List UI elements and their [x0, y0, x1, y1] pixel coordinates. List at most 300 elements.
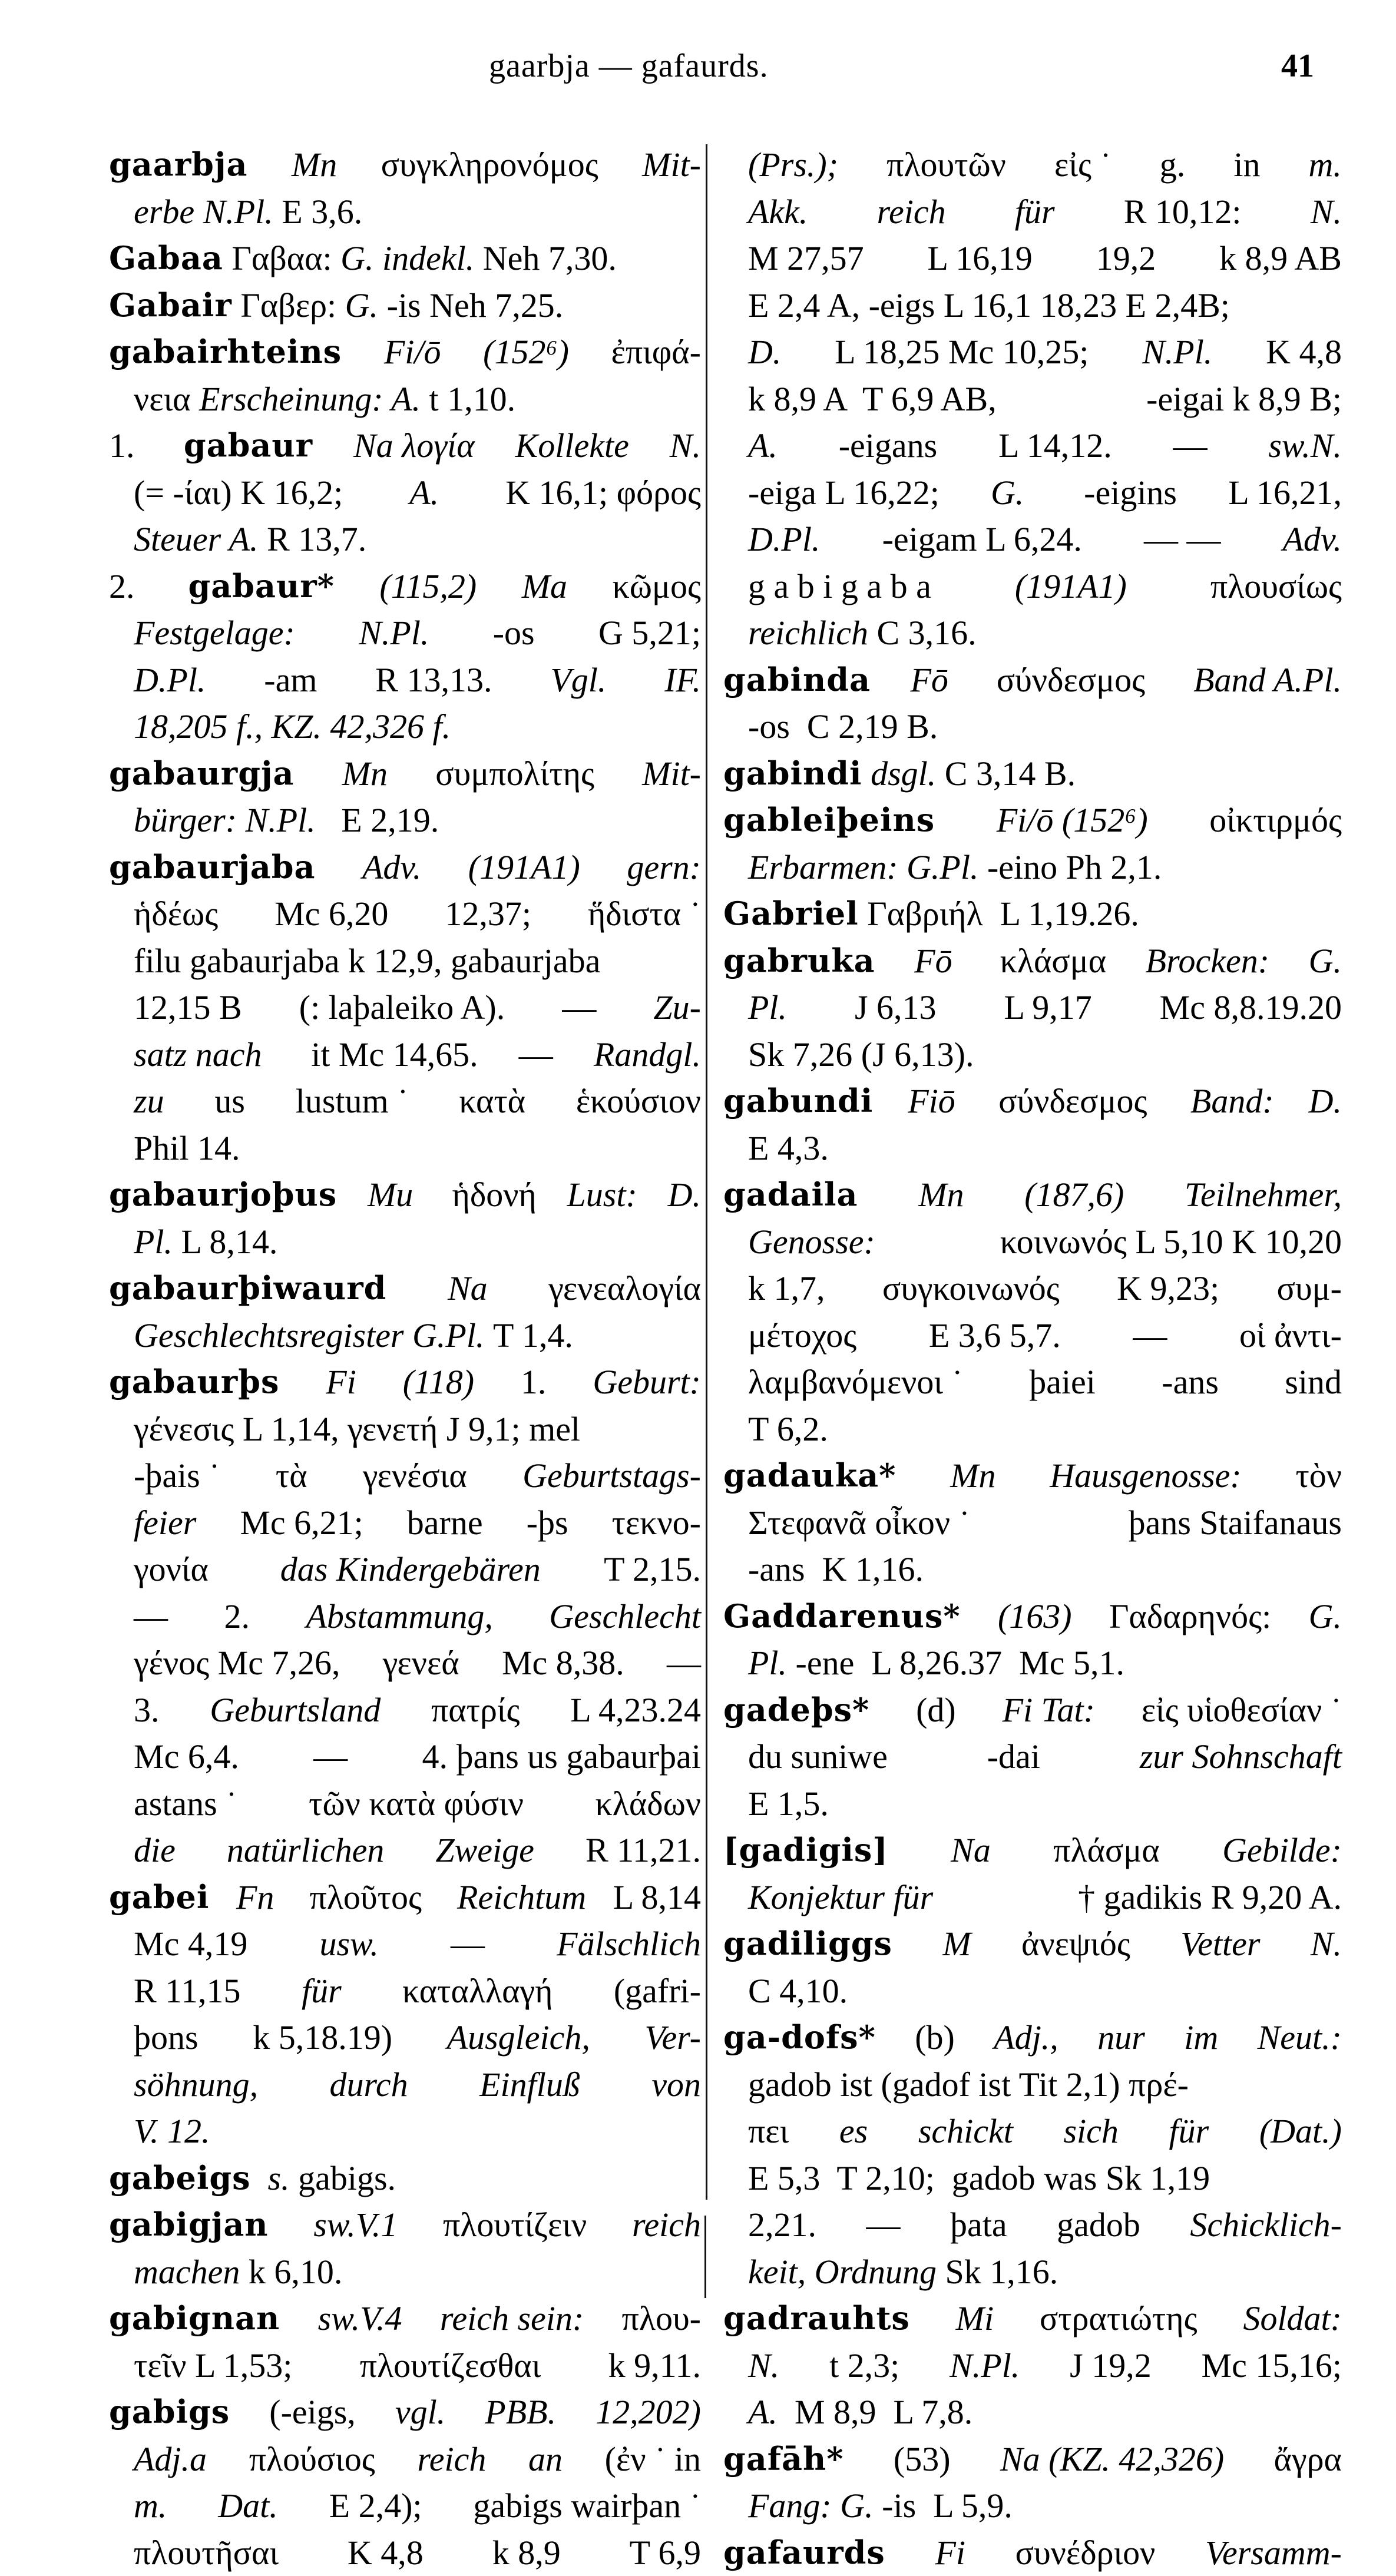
text-segment: -eigai k 8,9 B;: [1146, 376, 1342, 423]
text-line: [723, 2342, 1342, 2389]
headword: gabindi: [723, 750, 862, 797]
text-segment: gadob ist (gadof ist Tit 2,1) πρέ-: [748, 2061, 1189, 2108]
text-line: [109, 563, 701, 610]
headword: Gaddarenus*: [723, 1593, 961, 1640]
text-segment: ἄγρα: [1274, 2436, 1342, 2483]
text-segment: L 8,14: [613, 1874, 701, 1921]
headword: gabignan: [109, 2295, 280, 2342]
headword: gabaurjoþus: [109, 1171, 337, 1219]
text-segment: V. 12.: [134, 2108, 210, 2155]
text-segment: -þs: [527, 1499, 568, 1547]
text-segment: 18,205 f., KZ. 42,326 f.: [134, 703, 451, 750]
text-segment: sw.N.: [1268, 422, 1342, 469]
text-segment: (d): [916, 1687, 956, 1734]
column-divider: [706, 144, 707, 2200]
text-line: [723, 2108, 1342, 2155]
text-segment: reichlich: [748, 610, 877, 657]
headword: gadauka*: [723, 1452, 896, 1499]
text-line: [723, 422, 1342, 469]
text-segment: L 8,14.: [181, 1219, 278, 1266]
text-segment: εἰς υἱοθεσίαν ˙: [1142, 1687, 1342, 1734]
text-segment: du suniwe: [748, 1733, 888, 1780]
text-segment: (gafri-: [614, 1968, 701, 2015]
text-segment: 12,37;: [445, 890, 531, 938]
text-segment: Γαβερ:: [232, 282, 345, 329]
headword: gabigs: [109, 2389, 230, 2436]
text-line: [723, 563, 1342, 610]
text-line: [109, 797, 701, 844]
text-segment: für: [1169, 2108, 1209, 2155]
text-segment: κῶμος: [612, 563, 700, 610]
text-line: [723, 282, 1342, 329]
text-segment: Fi/ō: [384, 329, 441, 376]
headword: gabaur: [184, 422, 313, 469]
text-segment: Mn: [342, 750, 388, 797]
text-segment: C 3,14 B.: [945, 750, 1076, 797]
text-segment: Na: [448, 1265, 488, 1312]
text-segment: (: laþaleiko A).: [299, 984, 505, 1031]
text-line: [109, 1733, 701, 1780]
text-line: [109, 938, 701, 985]
text-segment: Sk 7,26 (J 6,13).: [748, 1031, 974, 1078]
text-segment: N.: [748, 2342, 779, 2389]
text-segment: λαμβανόμενοι ˙: [748, 1359, 963, 1406]
text-segment: Reichtum: [457, 1874, 586, 1921]
text-line: [109, 2436, 701, 2483]
text-segment: N.Pl.: [950, 2342, 1020, 2389]
text-segment: söhnung,: [134, 2061, 258, 2108]
text-line: [723, 1125, 1342, 1172]
text-line: [109, 750, 701, 797]
text-segment: t 1,10.: [429, 376, 515, 423]
text-segment: filu gabaurjaba k 12,9, gabaurjaba: [134, 938, 600, 985]
text-segment: (= -ίαι) K 16,2;: [134, 469, 352, 516]
text-segment: εἰς ˙: [1054, 141, 1111, 188]
text-segment: L 4,23.24: [570, 1687, 701, 1734]
text-segment: Konjektur für: [748, 1874, 942, 1921]
text-segment: Geschlecht: [549, 1593, 701, 1640]
text-segment: πλου-: [622, 2295, 701, 2342]
text-line: [109, 2061, 701, 2108]
text-line: [109, 1874, 701, 1921]
text-line: [109, 703, 701, 750]
text-segment: T 2,15.: [604, 1546, 701, 1593]
text-segment: Fō: [914, 938, 961, 985]
text-segment: satz nach: [134, 1031, 270, 1078]
headword: gabairhteins: [109, 329, 342, 376]
text-segment: T 6,9: [630, 2529, 701, 2576]
text-line: [109, 2482, 701, 2529]
text-segment: Einfluß: [479, 2061, 580, 2108]
text-segment: Mn: [918, 1171, 964, 1219]
text-segment: N.: [1311, 1921, 1342, 1968]
text-segment: für: [302, 1968, 342, 2015]
text-line: [109, 329, 701, 376]
text-segment: R 11,15: [134, 1968, 241, 2015]
text-segment: 2.: [224, 1593, 250, 1640]
text-line: [723, 1874, 1342, 1921]
text-segment: von: [651, 2061, 701, 2108]
text-line: [109, 1687, 701, 1734]
text-line: [723, 2482, 1342, 2529]
text-line: [109, 516, 701, 563]
text-line: [109, 890, 701, 938]
text-segment: L 9,17: [1004, 984, 1091, 1031]
text-segment: 2.: [109, 563, 143, 610]
text-segment: πλουτίζεσθαι: [360, 2342, 541, 2389]
text-segment: usw.: [319, 1921, 378, 1968]
text-line: [723, 2249, 1342, 2296]
text-segment: A.: [748, 422, 778, 469]
text-segment: k 8,9 A T 6,9 AB,: [748, 376, 997, 423]
text-segment: —: [866, 2201, 901, 2249]
headword: gabaurgja: [109, 750, 295, 797]
text-segment: —: [562, 984, 596, 1031]
text-segment: J 6,13: [855, 984, 937, 1031]
text-segment: Festgelage:: [134, 610, 295, 657]
text-segment: στρατιώτης: [1040, 2295, 1197, 2342]
text-segment: -dai: [987, 1733, 1040, 1780]
text-segment: þaiei: [1029, 1359, 1096, 1406]
text-segment: keit, Ordnung: [748, 2249, 945, 2296]
text-segment: vgl.: [395, 2389, 445, 2436]
headword: gabundi: [723, 1078, 873, 1125]
text-line: [723, 1733, 1342, 1780]
text-segment: σύνδεσμος: [998, 1078, 1156, 1125]
text-segment: þons: [134, 2014, 199, 2061]
text-segment: machen: [134, 2249, 249, 2296]
text-line: [723, 1312, 1342, 1359]
text-line: [723, 703, 1342, 750]
text-segment: —: [313, 1733, 348, 1780]
text-line: [109, 1219, 701, 1266]
text-line: [109, 610, 701, 657]
text-line: [723, 2436, 1342, 2483]
text-line: [723, 2295, 1342, 2342]
text-line: [723, 750, 1342, 797]
text-line: [723, 938, 1342, 985]
text-segment: Na (KZ. 42,326): [1000, 2436, 1224, 2483]
text-segment: -eigans: [839, 422, 938, 469]
text-segment: T 6,2.: [748, 1406, 828, 1453]
text-line: [109, 1921, 701, 1968]
text-segment: T 1,4.: [493, 1312, 573, 1359]
text-segment: (53): [894, 2436, 951, 2483]
text-segment: m.: [134, 2482, 167, 2529]
text-line: [723, 469, 1342, 516]
text-segment: L 18,25 Mc 10,25;: [835, 329, 1089, 376]
text-segment: M: [942, 1921, 971, 1968]
text-segment: 1.: [521, 1359, 547, 1406]
text-segment: —: [134, 1593, 168, 1640]
text-segment: Steuer A.: [134, 516, 267, 563]
text-segment: k 1,7,: [748, 1265, 825, 1312]
text-segment: τὰ: [276, 1452, 307, 1499]
text-line: [723, 2389, 1342, 2436]
text-segment: N.: [1311, 188, 1342, 236]
text-line: [723, 1219, 1342, 1266]
headword: gabaur*: [188, 563, 334, 610]
text-segment: -eino Ph 2,1.: [987, 844, 1162, 891]
text-segment: natürlichen: [227, 1827, 384, 1874]
text-segment: reich sein:: [440, 2295, 584, 2342]
text-line: [723, 1452, 1342, 1499]
headword: gabruka: [723, 938, 875, 985]
headword: gabei: [109, 1874, 209, 1921]
text-segment: 19,2: [1096, 235, 1156, 282]
text-line: [723, 797, 1342, 844]
text-segment: -eigam L 6,24.: [882, 516, 1082, 563]
text-line: [109, 141, 701, 188]
text-segment: G. indekl.: [340, 235, 483, 282]
text-segment: es: [839, 2108, 868, 2155]
text-segment: πλουσίως: [1210, 563, 1342, 610]
text-segment: Fi: [935, 2529, 965, 2576]
text-segment: K 9,23;: [1117, 1265, 1219, 1312]
headword: gadeþs*: [723, 1687, 869, 1734]
text-segment: Na λογία: [353, 422, 475, 469]
text-segment: —: [1173, 422, 1208, 469]
text-segment: g.: [1160, 141, 1186, 188]
text-segment: dsgl.: [862, 750, 945, 797]
text-segment: in: [1233, 141, 1260, 188]
right-column: [723, 141, 1342, 2576]
text-segment: R 11,21.: [585, 1827, 701, 1874]
text-segment: E 4,3.: [748, 1125, 829, 1172]
text-segment: Vetter: [1180, 1921, 1260, 1968]
text-segment: Neut.:: [1258, 2014, 1342, 2061]
text-line: [109, 2201, 701, 2249]
text-segment: G.: [991, 469, 1033, 516]
text-segment: -is Neh 7,25.: [387, 282, 564, 329]
text-segment: Erbarmen: G.Pl.: [748, 844, 987, 891]
text-segment: (191A1): [1015, 563, 1127, 610]
text-segment: Fi Tat:: [1003, 1687, 1095, 1734]
text-segment: 4. þans us gabaurþai: [422, 1733, 701, 1780]
text-segment: συγκοινωνός: [882, 1265, 1060, 1312]
text-segment: τὸν: [1295, 1452, 1342, 1499]
text-segment: an: [528, 2436, 563, 2483]
text-line: [109, 1546, 701, 1593]
text-line: [723, 890, 1342, 938]
text-segment: — —: [1144, 516, 1221, 563]
text-line: [109, 422, 701, 469]
text-segment: Adv.: [1283, 516, 1342, 563]
text-line: [723, 657, 1342, 704]
text-segment: (187,6): [1024, 1171, 1124, 1219]
text-segment: Geburtsland: [210, 1687, 381, 1734]
text-line: [109, 2295, 701, 2342]
text-segment: Fn: [236, 1874, 283, 1921]
text-segment: -am: [264, 657, 317, 704]
text-segment: N.: [670, 422, 701, 469]
text-segment: πλουτῆσαι: [134, 2529, 279, 2576]
text-segment: —: [667, 1640, 701, 1687]
text-line: [723, 1546, 1342, 1593]
running-head: gaarbja — gafaurds.: [489, 47, 769, 85]
text-line: [723, 844, 1342, 891]
text-segment: Erscheinung: A.: [199, 376, 429, 423]
text-line: [109, 1359, 701, 1406]
text-segment: Ma: [522, 563, 567, 610]
text-segment: G.: [345, 282, 387, 329]
text-segment: κοινωνός L 5,10 K 10,20: [1000, 1219, 1342, 1266]
text-line: [109, 2014, 701, 2061]
text-segment: καταλλαγή: [402, 1968, 553, 2015]
text-segment: D.: [1309, 1078, 1342, 1125]
text-line: [109, 1780, 701, 1827]
text-segment: ἡδονή: [452, 1171, 537, 1219]
text-segment: -eigins: [1084, 469, 1177, 516]
text-segment: Fang: G.: [748, 2482, 882, 2529]
text-segment: IF.: [664, 657, 701, 704]
text-segment: —: [451, 1921, 485, 1968]
text-segment: Lust:: [567, 1171, 637, 1219]
text-segment: -os C 2,19 B.: [748, 703, 938, 750]
text-segment: Versamm-: [1205, 2529, 1342, 2576]
text-segment: 2,21.: [748, 2201, 816, 2249]
text-segment: Mu: [368, 1171, 422, 1219]
text-segment: Mn: [292, 141, 337, 188]
text-segment: Pl.: [134, 1219, 181, 1266]
text-segment: (152⁶): [483, 329, 569, 376]
text-segment: D.: [748, 329, 781, 376]
text-segment: L 16,19: [928, 235, 1033, 282]
text-segment: γονία: [134, 1546, 217, 1593]
text-segment: σύνδεσμος: [997, 657, 1154, 704]
text-segment: 3.: [134, 1687, 160, 1734]
text-segment: ἥδιστα ˙: [588, 890, 701, 938]
text-segment: gabigs.: [298, 2155, 396, 2202]
headword: gabinda: [723, 657, 871, 704]
text-segment: erbe: [134, 188, 203, 236]
text-segment: C 4,10.: [748, 1968, 848, 2015]
text-segment: gern:: [627, 844, 701, 891]
text-segment: Soldat:: [1243, 2295, 1342, 2342]
text-segment: τεκνο-: [612, 1499, 701, 1547]
text-segment: þans Staifanaus: [1129, 1499, 1342, 1547]
text-segment: Band A.Pl.: [1193, 657, 1342, 704]
text-segment: E 1,5.: [748, 1780, 829, 1827]
text-segment: J 19,2: [1070, 2342, 1152, 2389]
text-line: [723, 141, 1342, 188]
text-segment: G.: [1309, 938, 1342, 985]
text-segment: Geburtstags-: [522, 1452, 701, 1499]
text-segment: reich: [417, 2436, 486, 2483]
left-column: [109, 141, 701, 2576]
text-segment: πλούσιος: [249, 2436, 375, 2483]
text-line: [109, 1031, 701, 1078]
text-segment: m.: [1309, 141, 1342, 188]
text-segment: gabigs wairþan ˙: [473, 2482, 701, 2529]
text-segment: sind: [1285, 1359, 1342, 1406]
text-line: [109, 1265, 701, 1312]
text-segment: (ἐν ˙ in: [605, 2436, 701, 2483]
text-segment: Mc 8,38.: [502, 1640, 624, 1687]
text-segment: das Kindergebären: [280, 1546, 541, 1593]
text-line: [109, 1452, 701, 1499]
text-segment: M 27,57: [748, 235, 864, 282]
text-segment: -ans K 1,16.: [748, 1546, 924, 1593]
text-line: [723, 1593, 1342, 1640]
text-segment: reich: [877, 188, 946, 236]
headword: Gabair: [109, 282, 232, 329]
text-segment: s.: [251, 2155, 299, 2202]
text-segment: Gebilde:: [1222, 1827, 1342, 1874]
text-segment: zu: [134, 1078, 164, 1125]
text-line: [723, 1265, 1342, 1312]
text-line: [723, 610, 1342, 657]
text-segment: κλάσμα: [1000, 938, 1107, 985]
text-segment: Genosse:: [748, 1219, 884, 1266]
text-segment: κλάδων: [596, 1780, 701, 1827]
text-segment: 12,15 B: [134, 984, 242, 1031]
text-segment: gadob: [1057, 2201, 1140, 2249]
headword: [gadigis]: [723, 1827, 888, 1874]
text-segment: für: [1015, 188, 1055, 236]
text-segment: Στεφανᾶ οἶκον ˙: [748, 1499, 970, 1547]
text-segment: Ver-: [645, 2014, 701, 2061]
text-segment: Fälschlich: [557, 1921, 701, 1968]
page-number: 41: [1281, 47, 1314, 85]
text-segment: durch: [329, 2061, 408, 2108]
text-segment: Mn: [950, 1452, 995, 1499]
text-line: [109, 235, 701, 282]
text-segment: Schicklich-: [1190, 2201, 1342, 2249]
text-line: [723, 329, 1342, 376]
headword: gadiliggs: [723, 1921, 892, 1968]
text-segment: -ans: [1162, 1359, 1219, 1406]
text-segment: ἐπιφά-: [611, 329, 701, 376]
text-segment: A.: [409, 469, 447, 516]
text-segment: Akk.: [748, 188, 808, 236]
text-line: [723, 2201, 1342, 2249]
text-segment: t 2,3;: [829, 2342, 899, 2389]
text-segment: ἑκούσιον: [576, 1078, 701, 1125]
text-segment: Fiō: [908, 1078, 964, 1125]
text-line: [109, 188, 701, 236]
text-line: [109, 657, 701, 704]
headword: gabigjan: [109, 2201, 269, 2249]
text-segment: E 2,4 A, -eigs L 16,1 18,23 E 2,4B;: [748, 282, 1230, 329]
text-segment: -os: [493, 610, 535, 657]
text-line: [723, 1827, 1342, 1874]
text-segment: Teilnehmer,: [1185, 1171, 1342, 1219]
text-segment: Adj.a: [134, 2436, 207, 2483]
text-segment: R 13,13.: [375, 657, 492, 704]
text-segment: (-eigs,: [269, 2389, 356, 2436]
text-segment: πει: [748, 2108, 789, 2155]
text-segment: im: [1184, 2014, 1218, 2061]
text-segment: lustum ˙: [296, 1078, 409, 1125]
text-segment: πλάσμα: [1053, 1827, 1160, 1874]
text-segment: E 5,3 T 2,10; gadob was Sk 1,19: [748, 2155, 1210, 2202]
text-segment: (118): [403, 1359, 474, 1406]
text-line: [109, 2342, 701, 2389]
text-segment: -is L 5,9.: [882, 2482, 1013, 2529]
text-segment: k 8,9: [492, 2529, 561, 2576]
text-segment: N.Pl.: [359, 610, 429, 657]
text-segment: Ausgleich,: [447, 2014, 590, 2061]
text-segment: N.Pl.: [203, 188, 282, 236]
text-segment: Abstammung,: [306, 1593, 492, 1640]
text-segment: K 16,1; φόρος: [505, 469, 701, 516]
text-segment: (Dat.): [1259, 2108, 1342, 2155]
text-segment: -eiga L 16,22;: [748, 469, 940, 516]
text-line: [723, 1921, 1342, 1968]
text-segment: —: [519, 1031, 553, 1078]
text-line: [723, 1780, 1342, 1827]
